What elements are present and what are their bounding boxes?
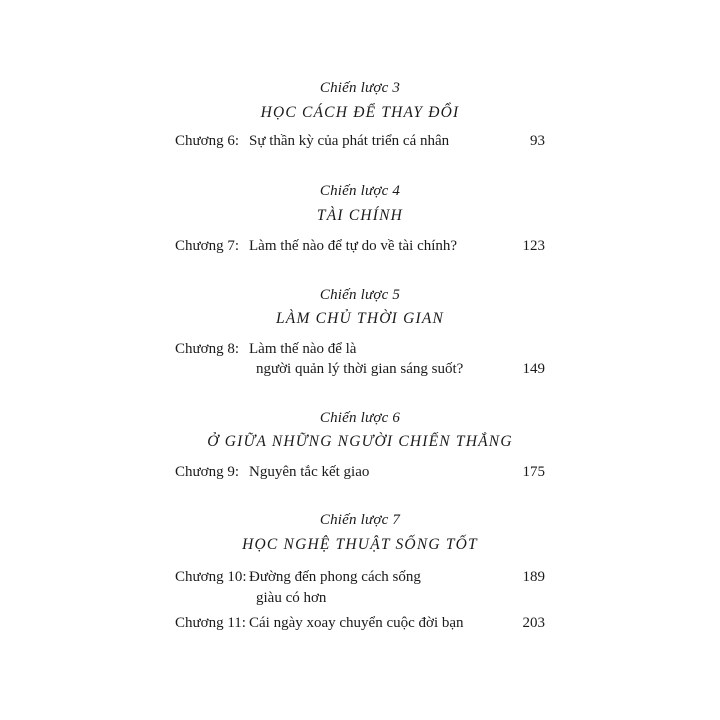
chapter-7-label: Chương 7: xyxy=(175,238,239,254)
chapter-8-page: 149 xyxy=(522,361,545,377)
chapter-9-page: 175 xyxy=(522,464,545,480)
strategy-title-4: TÀI CHÍNH xyxy=(316,207,404,224)
chapter-10-label: Chương 10: xyxy=(175,569,247,585)
strategy-title-3: HỌC CÁCH ĐỂ THAY ĐỔI xyxy=(260,104,460,121)
chapter-10-page: 189 xyxy=(522,569,545,585)
chapter-8-title-line-2: người quản lý thời gian sáng suốt? xyxy=(256,361,464,377)
strategy-title-5: LÀM CHỦ THỜI GIAN xyxy=(275,310,445,327)
strategy-heading-3: Chiến lược 3 xyxy=(319,80,401,96)
strategy-heading-7: Chiến lược 7 xyxy=(319,512,401,528)
strategy-heading-5: Chiến lược 5 xyxy=(319,287,401,303)
chapter-10-title-line-1: Đường đến phong cách sống xyxy=(249,569,421,585)
chapter-7-title: Làm thế nào để tự do về tài chính? xyxy=(249,238,458,254)
strategy-heading-6: Chiến lược 6 xyxy=(319,410,401,426)
chapter-6-page: 93 xyxy=(530,133,545,149)
chapter-6-title: Sự thần kỳ của phát triển cá nhân xyxy=(249,133,450,149)
chapter-11-page: 203 xyxy=(522,615,545,631)
chapter-8-title-line-1: Làm thế nào để là xyxy=(249,341,357,357)
chapter-7-page: 123 xyxy=(522,238,545,254)
chapter-11-title: Cái ngày xoay chuyển cuộc đời bạn xyxy=(249,615,464,631)
chapter-9-label: Chương 9: xyxy=(175,464,239,480)
chapter-10-title-line-2: giàu có hơn xyxy=(256,590,327,606)
chapter-8-label: Chương 8: xyxy=(175,341,239,357)
chapter-6-label: Chương 6: xyxy=(175,133,239,149)
chapter-9-title: Nguyên tắc kết giao xyxy=(249,464,370,480)
strategy-title-7: HỌC NGHỆ THUẬT SỐNG TỐT xyxy=(242,536,478,553)
chapter-11-label: Chương 11: xyxy=(175,615,246,631)
strategy-title-6: Ở GIỮA NHỮNG NGƯỜI CHIẾN THẮNG xyxy=(207,433,513,450)
strategy-heading-4: Chiến lược 4 xyxy=(319,183,401,199)
